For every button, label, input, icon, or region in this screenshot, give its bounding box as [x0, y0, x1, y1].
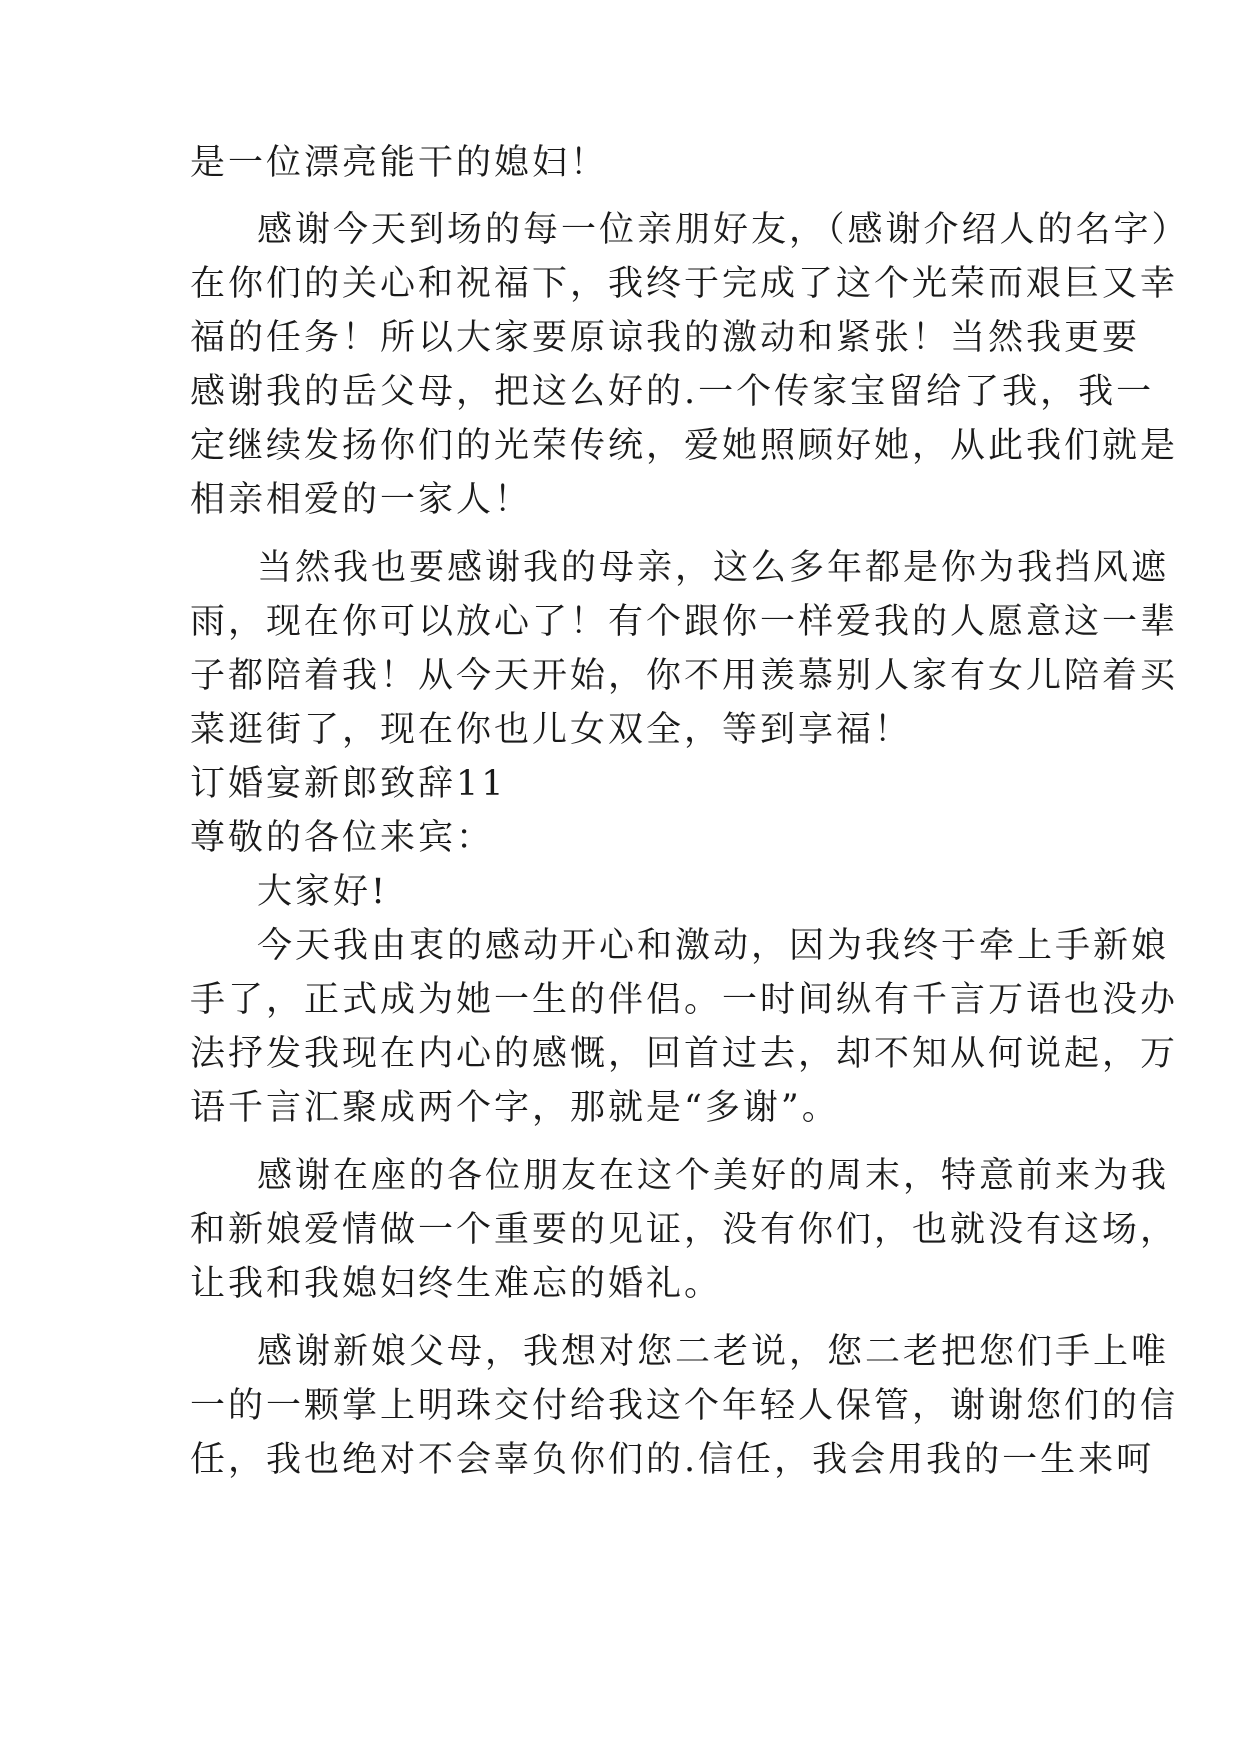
greeting: 大家好! [257, 872, 389, 912]
salutation: 尊敬的各位来宾： [190, 818, 495, 858]
paragraph-start-line: 当然我也要感谢我的母亲，这么多年都是你为我挡风遮 [257, 548, 1170, 588]
text-line: 福的任务！所以大家要原谅我的激动和紧张！当然我更要 [190, 318, 1141, 358]
text-line: 法抒发我现在内心的感慨，回首过去，却不知从何说起，万 [190, 1034, 1179, 1074]
text-line: 雨，现在你可以放心了！有个跟你一样爱我的人愿意这一辈 [190, 602, 1179, 642]
section-heading: 订婚宴新郎致辞11 [190, 764, 507, 804]
paragraph-start-line: 今天我由衷的感动开心和激动，因为我终于牵上手新娘 [257, 926, 1170, 966]
text-line: 和新娘爱情做一个重要的见证，没有你们，也就没有这场， [190, 1210, 1179, 1250]
paragraph-start-line: 感谢新娘父母，我想对您二老说，您二老把您们手上唯 [257, 1332, 1170, 1372]
text-line: 手了，正式成为她一生的伴侣。一时间纵有千言万语也没办 [190, 980, 1179, 1020]
text-line: 感谢我的岳父母，把这么好的.一个传家宝留给了我，我一 [190, 372, 1155, 412]
text-line: 相亲相爱的一家人！ [190, 480, 533, 520]
text-line: 菜逛街了，现在你也儿女双全，等到享福！ [190, 710, 913, 750]
text-line: 语千言汇聚成两个字，那就是“多谢”。 [190, 1088, 840, 1128]
paragraph-start-line: 感谢今天到场的每一位亲朋好友，（感谢介绍人的名字） [257, 210, 1190, 250]
paragraph-start-line: 感谢在座的各位朋友在这个美好的周末，特意前来为我 [257, 1156, 1170, 1196]
text-line: 让我和我媳妇终生难忘的婚礼。 [190, 1264, 723, 1304]
text-line: 在你们的关心和祝福下，我终于完成了这个光荣而艰巨又幸 [190, 264, 1179, 304]
text-line: 任，我也绝对不会辜负你们的.信任，我会用我的一生来呵 [190, 1440, 1155, 1480]
text-line: 子都陪着我！从今天开始，你不用羡慕别人家有女儿陪着买 [190, 656, 1179, 696]
text-line: 一的一颗掌上明珠交付给我这个年轻人保管，谢谢您们的信 [190, 1386, 1179, 1426]
text-line: 是一位漂亮能干的媳妇！ [190, 143, 609, 183]
text-line: 定继续发扬你们的光荣传统，爱她照顾好她，从此我们就是 [190, 426, 1179, 466]
